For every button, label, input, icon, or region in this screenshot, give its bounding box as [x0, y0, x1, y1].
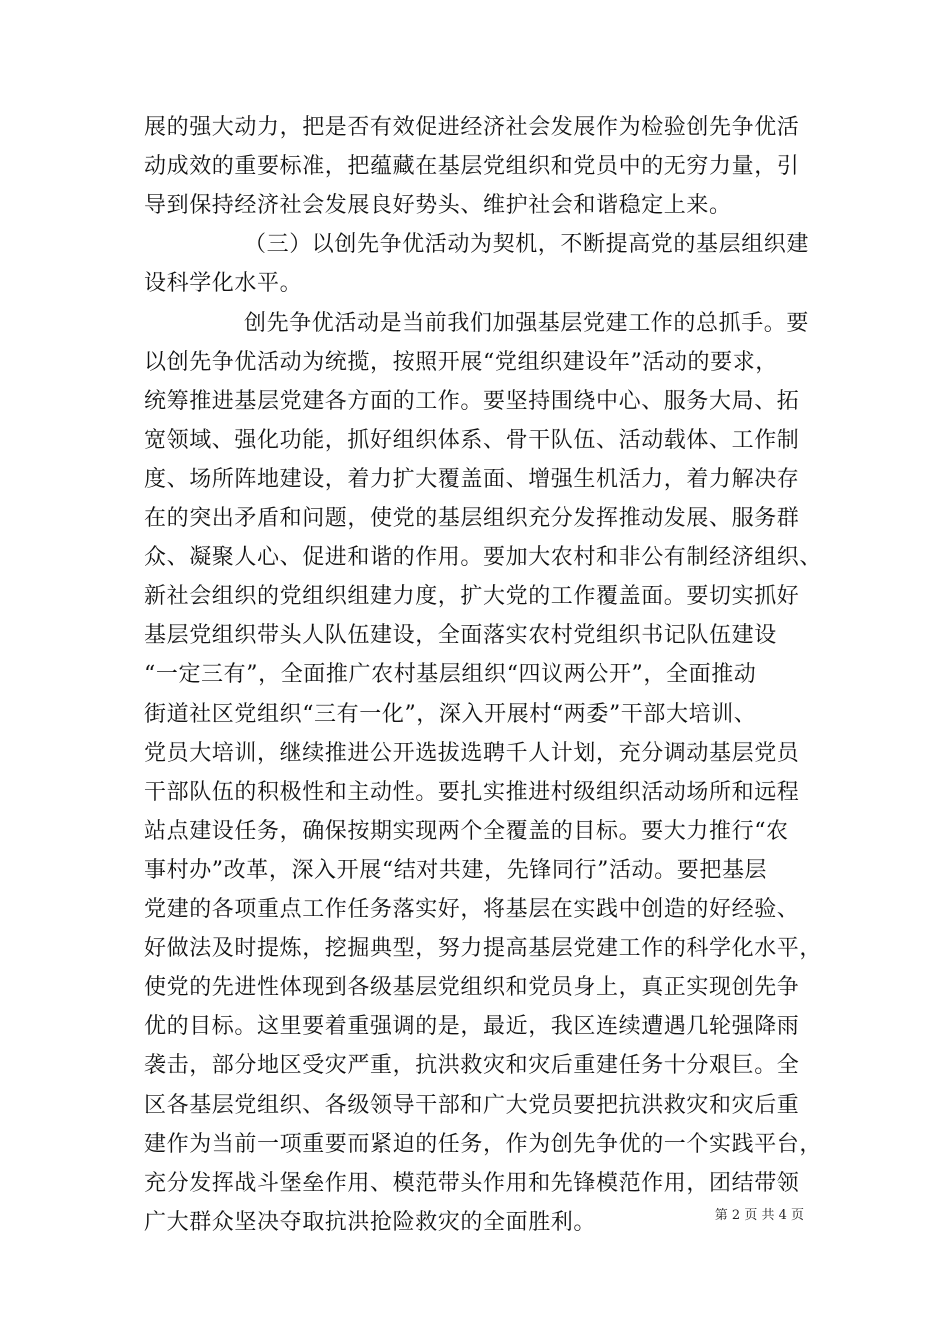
text-line: 建作为当前一项重要而紧迫的任务，作为创先争优的一个实践平台，: [144, 1131, 823, 1157]
text-line: 好做法及时提炼，挖掘典型，努力提高基层党建工作的科学化水平，: [144, 936, 823, 962]
text-line: 统筹推进基层党建各方面的工作。要坚持围绕中心、服务大局、拓: [144, 388, 800, 414]
text-line: 设科学化水平。: [144, 271, 303, 297]
text-line: 导到保持经济社会发展良好势头、维护社会和谐稳定上来。: [144, 193, 732, 219]
text-line: 宽领域、强化功能，抓好组织体系、骨干队伍、活动载体、工作制: [144, 427, 800, 453]
text-line: 创先争优活动是当前我们加强基层党建工作的总抓手。要: [244, 310, 810, 336]
page-number: 第 2 页 共 4 页: [714, 1208, 804, 1223]
text-line: 事村办”改革，深入开展“结对共建，先锋同行”活动。要把基层: [144, 857, 768, 883]
text-line: 以创先争优活动为统揽，按照开展“党组织建设年”活动的要求，: [144, 349, 778, 375]
text-line: 基层党组织带头人队伍建设，全面落实农村党组织书记队伍建设: [144, 623, 777, 649]
text-line: 优的目标。这里要着重强调的是，最近，我区连续遭遇几轮强降雨: [144, 1014, 800, 1040]
text-line: 干部队伍的积极性和主动性。要扎实推进村级组织活动场所和远程: [144, 779, 800, 805]
text-line: 展的强大动力，把是否有效促进经济社会发展作为检验创先争优活: [144, 115, 800, 140]
text-line: 站点建设任务，确保按期实现两个全覆盖的目标。要大力推行“农: [144, 818, 789, 844]
text-line: 在的突出矛盾和问题，使党的基层组织充分发挥推动发展、服务群: [144, 506, 800, 531]
text-line: 新社会组织的党组织组建力度，扩大党的工作覆盖面。要切实抓好: [144, 584, 800, 610]
text-line: 区各基层党组织、各级领导干部和广大党员要把抗洪救灾和灾后重: [144, 1092, 800, 1118]
text-line: 使党的先进性体现到各级基层党组织和党员身上，真正实现创先争: [144, 975, 800, 1001]
text-line: 动成效的重要标准，把蕴藏在基层党组织和党员中的无穷力量，引: [144, 154, 800, 180]
text-line: 街道社区党组织“三有一化”，深入开展村“两委”干部大培训、: [144, 701, 757, 727]
text-line: 充分发挥战斗堡垒作用、模范带头作用和先锋模范作用，团结带领: [144, 1170, 800, 1196]
text-line: 党员大培训，继续推进公开选拔选聘千人计划，充分调动基层党员: [144, 740, 800, 766]
text-line: 袭击，部分地区受灾严重，抗洪救灾和灾后重建任务十分艰巨。全: [144, 1053, 800, 1079]
text-line: 度、场所阵地建设，着力扩大覆盖面、增强生机活力，着力解决存: [144, 466, 800, 492]
text-line: 广大群众坚决夺取抗洪抢险救灾的全面胜利。: [144, 1209, 597, 1235]
text-line: “一定三有”，全面推广农村基层组织“四议两公开”，全面推动: [144, 662, 757, 688]
text-line: 党建的各项重点工作任务落实好，将基层在实践中创造的好经验、: [144, 897, 800, 922]
text-line: （三）以创先争优活动为契机，不断提高党的基层组织建: [244, 232, 810, 258]
text-line: 众、凝聚人心、促进和谐的作用。要加大农村和非公有制经济组织、: [144, 545, 823, 571]
